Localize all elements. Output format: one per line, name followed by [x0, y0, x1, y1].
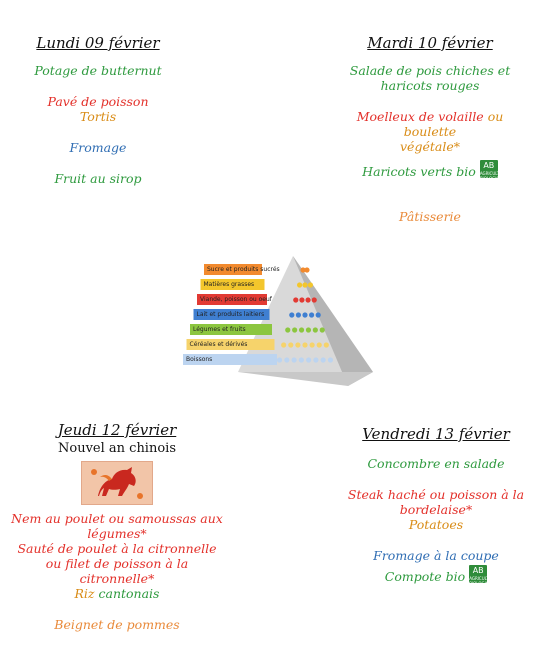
menu-starter-cont: légumes*	[87, 526, 147, 541]
pyramid-level-label: Sucre et produits sucrés	[207, 266, 280, 273]
pyramid-food-icon	[324, 342, 329, 347]
pyramid-food-icon	[296, 312, 301, 317]
pyramid-food-icon	[316, 312, 321, 317]
menu-main-cont: citronnelle*	[79, 571, 155, 586]
pyramid-level-label: Matières grasses	[203, 281, 255, 288]
pyramid-food-icon	[297, 282, 302, 287]
menu-starter: Nem au poulet ou samoussas aux	[11, 511, 223, 526]
pyramid-level-label: Lait et produits laitiers	[196, 311, 265, 318]
pyramid-food-icon	[313, 327, 318, 332]
menu-side: Tortis	[79, 109, 117, 124]
menu-dessert	[338, 565, 534, 584]
pyramid-food-icon	[288, 342, 293, 347]
pyramid-food-icon	[304, 267, 309, 272]
menu-main: Sauté de poulet à la citronnelle	[17, 541, 217, 556]
day-title: Lundi 09 février	[36, 34, 160, 52]
pyramid-food-icon	[317, 342, 322, 347]
pyramid-food-icon	[284, 357, 289, 362]
pyramid-food-icon	[321, 357, 326, 362]
menu-starter-cont: haricots rouges	[380, 78, 480, 93]
pyramid-food-icon	[285, 327, 290, 332]
pyramid-food-icon	[293, 297, 298, 302]
menu-main-b: ou boulette	[403, 109, 504, 139]
pyramid-food-icon	[308, 282, 313, 287]
food-pyramid	[178, 254, 378, 390]
pyramid-food-icon	[302, 342, 307, 347]
pyramid-food-icon	[299, 327, 304, 332]
menu-side	[330, 160, 530, 179]
day-title: Vendredi 13 février	[362, 425, 510, 443]
bio-text: AB	[483, 161, 495, 170]
menu-starter: Salade de pois chiches et	[349, 63, 511, 78]
day-monday	[8, 33, 188, 186]
pyramid-level-label: Légumes et fruits	[193, 326, 246, 333]
menu-dessert: Fruit au sirop	[54, 171, 142, 186]
menu-main: Pavé de poisson	[47, 94, 149, 109]
pyramid-level-label: Viande, poisson ou oeuf	[200, 296, 272, 303]
menu-dessert: Pâtisserie	[399, 209, 461, 224]
pyramid-food-icon	[320, 327, 325, 332]
pyramid-level-label: Céréales et dérivés	[189, 341, 248, 348]
horse-icon	[82, 462, 152, 504]
pyramid-food-icon	[291, 357, 296, 362]
pyramid-food-icon	[328, 357, 333, 362]
menu-main	[330, 109, 530, 139]
bio-subtext: AGRICULTURE BIOLOGIQUE	[469, 576, 497, 586]
pyramid-level-label: Boissons	[186, 356, 213, 363]
pyramid-food-icon	[309, 312, 314, 317]
pyramid-food-icon	[281, 342, 286, 347]
food-pyramid-graphic	[178, 254, 378, 390]
pyramid-food-icon	[306, 357, 311, 362]
pyramid-food-icon	[305, 297, 310, 302]
pyramid-food-icon	[310, 342, 315, 347]
menu-side-b: cantonais	[94, 586, 160, 601]
menu-main-a: Moelleux de volaille	[356, 109, 484, 124]
pyramid-food-icon	[299, 297, 304, 302]
bio-text: AB	[472, 566, 484, 575]
pyramid-food-icon	[295, 342, 300, 347]
organic-label-icon	[469, 565, 497, 586]
menu-main-cont: ou filet de poisson à la	[45, 556, 189, 571]
pyramid-food-icon	[299, 357, 304, 362]
menu-dessert: Beignet de pommes	[54, 617, 180, 632]
pyramid-food-icon	[289, 312, 294, 317]
pyramid-food-icon	[313, 357, 318, 362]
day-friday	[338, 424, 534, 584]
day-title: Jeudi 12 février	[57, 421, 177, 439]
pyramid-food-icon	[302, 282, 307, 287]
menu-dairy: Fromage à la coupe	[373, 548, 499, 563]
menu-dairy: Fromage	[69, 140, 127, 155]
chinese-horse-image	[81, 461, 153, 505]
pyramid-food-icon	[292, 327, 297, 332]
menu-main: Steak haché ou poisson à la	[347, 487, 525, 502]
day-tuesday	[330, 33, 530, 224]
pyramid-food-icon	[306, 327, 311, 332]
menu-starter: Potage de butternut	[34, 63, 162, 78]
day-title: Mardi 10 février	[367, 34, 493, 52]
day-thursday	[6, 420, 228, 632]
menu-side	[6, 586, 228, 601]
menu-main-cont: bordelaise*	[399, 502, 473, 517]
menu-side-a: Riz	[74, 586, 95, 601]
pyramid-food-icon	[312, 297, 317, 302]
organic-label-icon	[479, 160, 508, 181]
menu-dessert-label: Compote bio	[384, 569, 466, 584]
menu-main-cont: végétale*	[400, 139, 460, 154]
day-subtitle: Nouvel an chinois	[58, 441, 176, 456]
pyramid-food-icon	[302, 312, 307, 317]
menu-starter: Concombre en salade	[367, 456, 505, 471]
menu-side-label: Haricots verts bio	[362, 164, 476, 179]
bio-subtext: AGRICULTURE BIOLOGIQUE	[479, 171, 508, 181]
menu-side: Potatoes	[408, 517, 464, 532]
pyramid-food-icon	[277, 357, 282, 362]
